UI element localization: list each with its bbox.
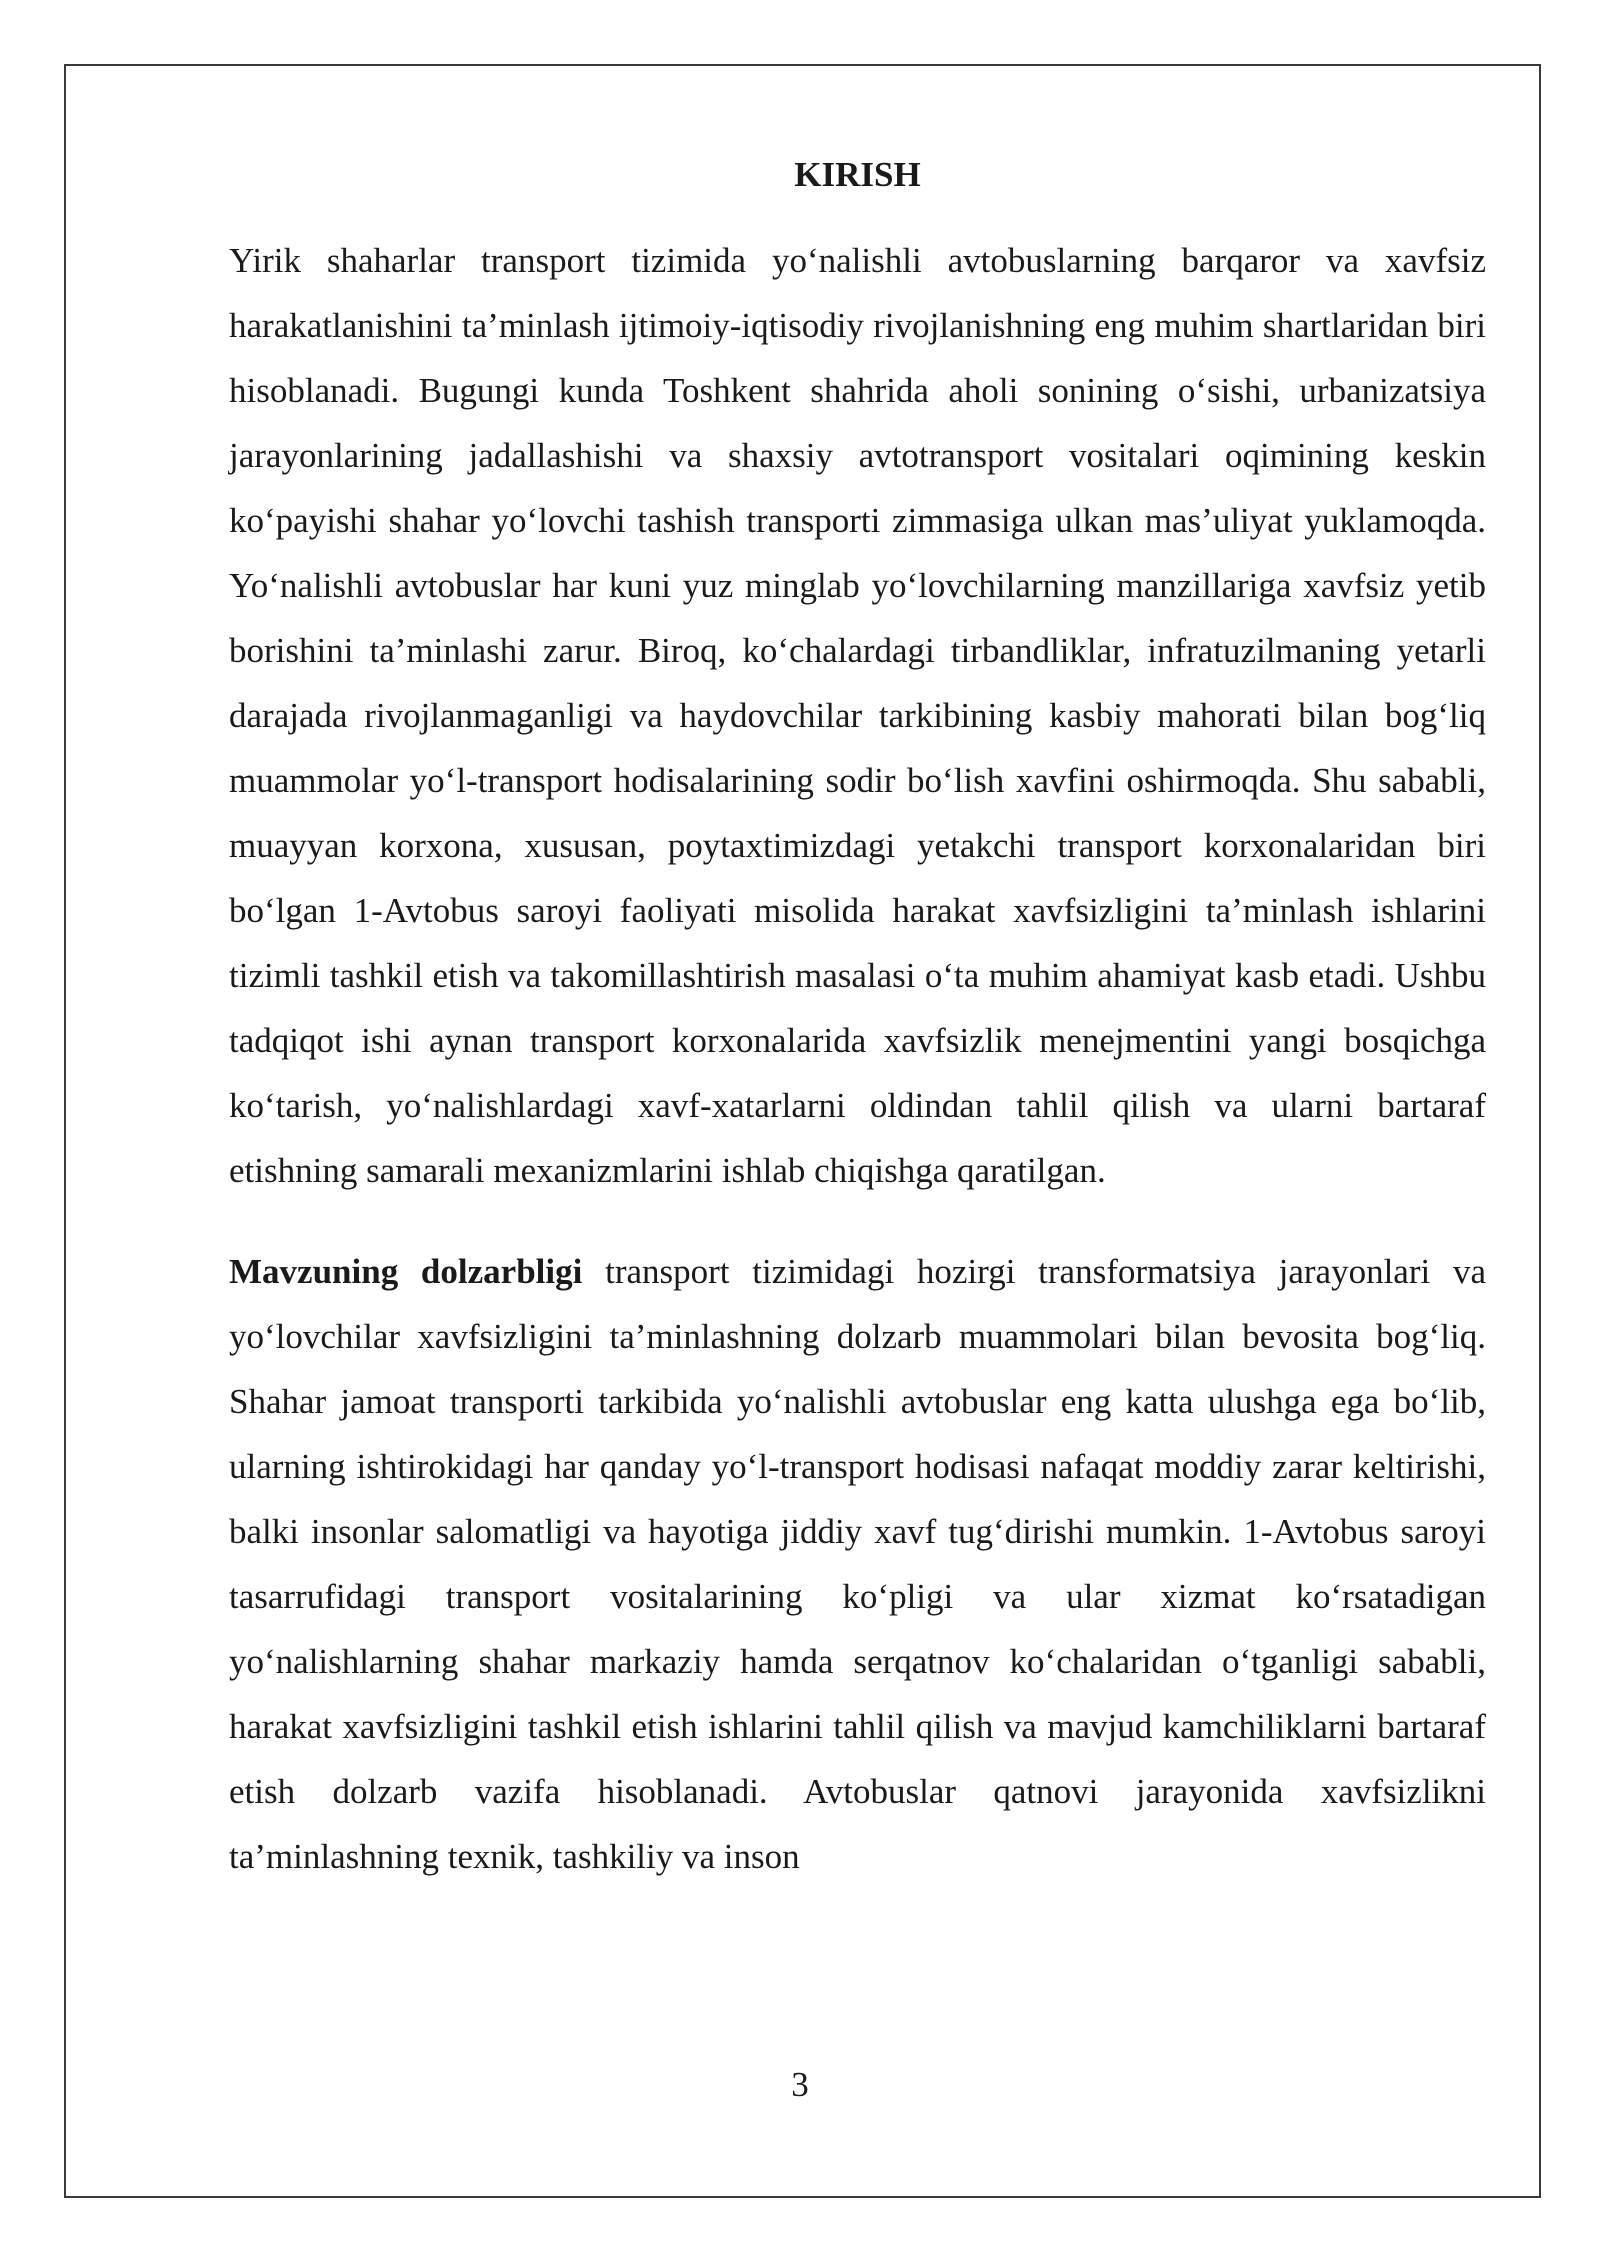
relevance-text: transport tizimidagi hozirgi transformatsiya jarayonlari va yo‘lovchilar xavfsizligini ta’minlashning dolzarb muammolari bilan bevosita bog‘liq. Shahar jamoat transporti tarkibida yo‘nalishli avtobuslar eng katta ulushga ega bo‘lib, ularning ishtirokidagi har qanday yo‘l-transport hodisasi nafaqat moddiy zarar keltirishi, balki insonlar salomatligi va hayotiga jiddiy xavf tug‘dirishi mumkin. 1-Avtobus saroyi tasarrufidagi transport vositalarining ko‘pligi va ular xizmat ko‘rsatadigan yo‘nalishlarning shahar markaziy hamda serqatnov ko‘chalaridan o‘tganligi sababli, harakat xavfsizligini tashkil etish ishlarini tahlil qilish va mavjud kamchiliklarni bartaraf etish dolzarb vazifa hisoblanadi. Avtobuslar qatnovi jarayonida xavfsizlikni ta’minlashning texnik, tashkiliy va inson [229, 1252, 1486, 1876]
relevance-heading: Mavzuning dolzarbligi [229, 1252, 583, 1291]
section-title: KIRISH [794, 155, 921, 194]
page-number: 3 [791, 2065, 809, 2104]
page-content [229, 150, 1486, 1889]
relevance-paragraph [229, 1239, 1486, 1889]
intro-paragraph: Yirik shaharlar transport tizimida yo‘nalishli avtobuslarning barqaror va xavfsiz harakatlanishini ta’minlash ijtimoiy-iqtisodiy rivojlanishning eng muhim shartlaridan biri hisoblanadi. Bugungi kunda Toshkent shahrida aholi sonining o‘sishi, urbanizatsiya jarayonlarining jadallashishi va shaxsiy avtotransport vositalari oqimining keskin ko‘payishi shahar yo‘lovchi tashish transporti zimmasiga ulkan mas’uliyat yuklamoqda. Yo‘nalishli avtobuslar har kuni yuz minglab yo‘lovchilarning manzillariga xavfsiz yetib borishini ta’minlashi zarur. Biroq, ko‘chalardagi tirbandliklar, infratuzilmaning yetarli darajada rivojlanmaganligi va haydovchilar tarkibining kasbiy mahorati bilan bog‘liq muammolar yo‘l-transport hodisalarining sodir bo‘lish xavfini oshirmoqda. Shu sababli, muayyan korxona, xususan, poytaxtimizdagi yetakchi transport korxonalaridan biri bo‘lgan 1-Avtobus saroyi faoliyati misolida harakat xavfsizligini ta’minlash ishlarini tizimli tashkil etish va takomillashtirish masalasi o‘ta muhim ahamiyat kasb etadi. Ushbu tadqiqot ishi aynan transport korxonalarida xavfsizlik menejmentini yangi bosqichga ko‘tarish, yo‘nalishlardagi xavf-xatarlarni oldindan tahlil qilish va ularni bartaraf etishning samarali mexanizmlarini ishlab chiqishga qaratilgan. [229, 241, 1486, 1190]
